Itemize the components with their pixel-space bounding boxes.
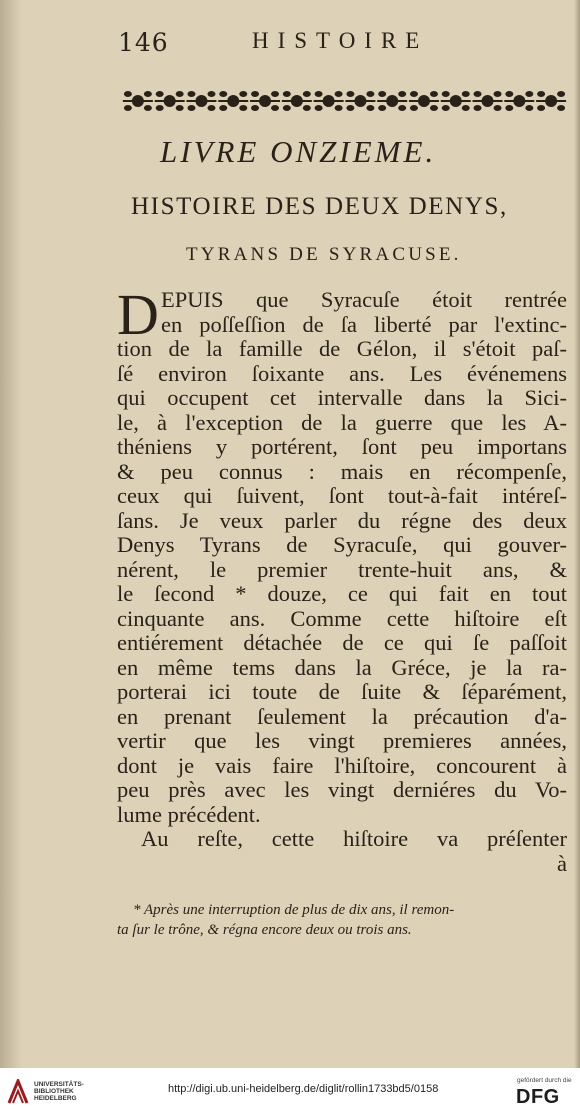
text-line: dont je vais faire l'hiſtoire, concourent à (117, 752, 567, 778)
ornamental-headpiece (122, 86, 567, 116)
fleuron-icon (345, 91, 375, 111)
fleuron-icon (504, 91, 534, 111)
text-line: tion de la famille de Gélon, il s'étoit paſ- (117, 336, 567, 361)
page-number: 146 (118, 28, 169, 57)
footnote-line: * Après une interruption de plus de dix ans, il remon- (133, 902, 455, 918)
text-line: le, à l'exception de la guerre que les A- (117, 409, 567, 435)
text-line: Denys Tyrans de Syracuſe, qui gouver- (117, 532, 567, 557)
body-text (117, 282, 567, 876)
university-library-logo-icon (6, 1079, 30, 1105)
gutter-shadow (0, 0, 22, 1068)
text-line: théniens y portérent, ſont peu importans (117, 434, 567, 459)
fleuron-icon (473, 91, 503, 111)
text-line: Au reſte, cette hiſtoire va préſenter (141, 826, 567, 851)
text-line: lume précédent. (117, 801, 261, 827)
text-line: entiérement détachée de ce qui ſe paſſoit (117, 630, 567, 655)
running-head: HISTOIRE (252, 28, 429, 53)
fleuron-icon (155, 91, 185, 111)
chapter-subtitle: TYRANS DE SYRACUSE. (186, 244, 462, 265)
footnote (117, 900, 567, 940)
text-line: peu près avec les vingt derniéres du Vo- (117, 777, 567, 802)
text-line: & peu connus : mais en récompenſe, (117, 458, 567, 484)
institution-line: HEIDELBERG (34, 1095, 77, 1102)
institution-line: BIBLIOTHEK (34, 1088, 74, 1095)
institution-line: UNIVERSITÄTS- (34, 1081, 84, 1088)
text-line: EPUIS que Syracuſe étoit rentrée (161, 287, 567, 312)
book-title: LIVRE ONZIEME. (160, 134, 437, 169)
catchword: à (557, 850, 567, 876)
drop-cap: D (117, 282, 159, 347)
text-line: ceux qui ſuivent, ſont tout-à-fait intéreſ- (117, 483, 567, 508)
text-line: cinquante ans. Comme cette hiſtoire eſt (117, 605, 567, 631)
text-line: le ſecond * douze, ce qui fait en tout (117, 581, 567, 606)
text-line: en prenant ſeulement la précaution d'a- (117, 703, 567, 729)
fleuron-icon (377, 91, 407, 111)
fleuron-icon (218, 91, 248, 111)
text-line: porterai ici toute de ſuite & ſéparément, (117, 679, 567, 704)
funded-by-label: gefördert durch die (517, 1077, 572, 1084)
viewer-footer (0, 1068, 580, 1114)
text-line: en poſſeſſion de ſa liberté par l'extinc- (161, 311, 567, 337)
text-line: en même tems dans la Gréce, je la ra- (117, 654, 567, 680)
permalink-url[interactable]: http://digi.ub.uni-heidelberg.de/diglit/rollin1733bd5/0158 (168, 1083, 439, 1095)
fleuron-icon (282, 91, 312, 111)
fleuron-icon (409, 91, 439, 111)
text-line: nérent, le premier trente-huit ans, & (117, 556, 567, 582)
fleuron-icon (250, 91, 280, 111)
text-line: vertir que les vingt premieres années, (117, 728, 567, 753)
fleuron-icon (441, 91, 471, 111)
text-line: ſé environ ſoixante ans. Les événemens (117, 360, 567, 386)
fleuron-icon (536, 91, 566, 111)
footnote-line: ta ſur le trône, & régna encore deux ou trois ans. (117, 922, 412, 938)
university-library-name (34, 1081, 84, 1102)
text-line: ſans. Je veux parler du régne des deux (117, 507, 567, 533)
fleuron-icon (123, 91, 153, 111)
page-edge-shadow (574, 0, 580, 1068)
chapter-title: HISTOIRE DES DEUX DENYS, (131, 193, 508, 220)
fleuron-icon (186, 91, 216, 111)
text-line: qui occupent cet intervalle dans la Sici- (117, 385, 567, 410)
dfg-logo: DFG (516, 1086, 560, 1108)
fleuron-icon (314, 91, 344, 111)
